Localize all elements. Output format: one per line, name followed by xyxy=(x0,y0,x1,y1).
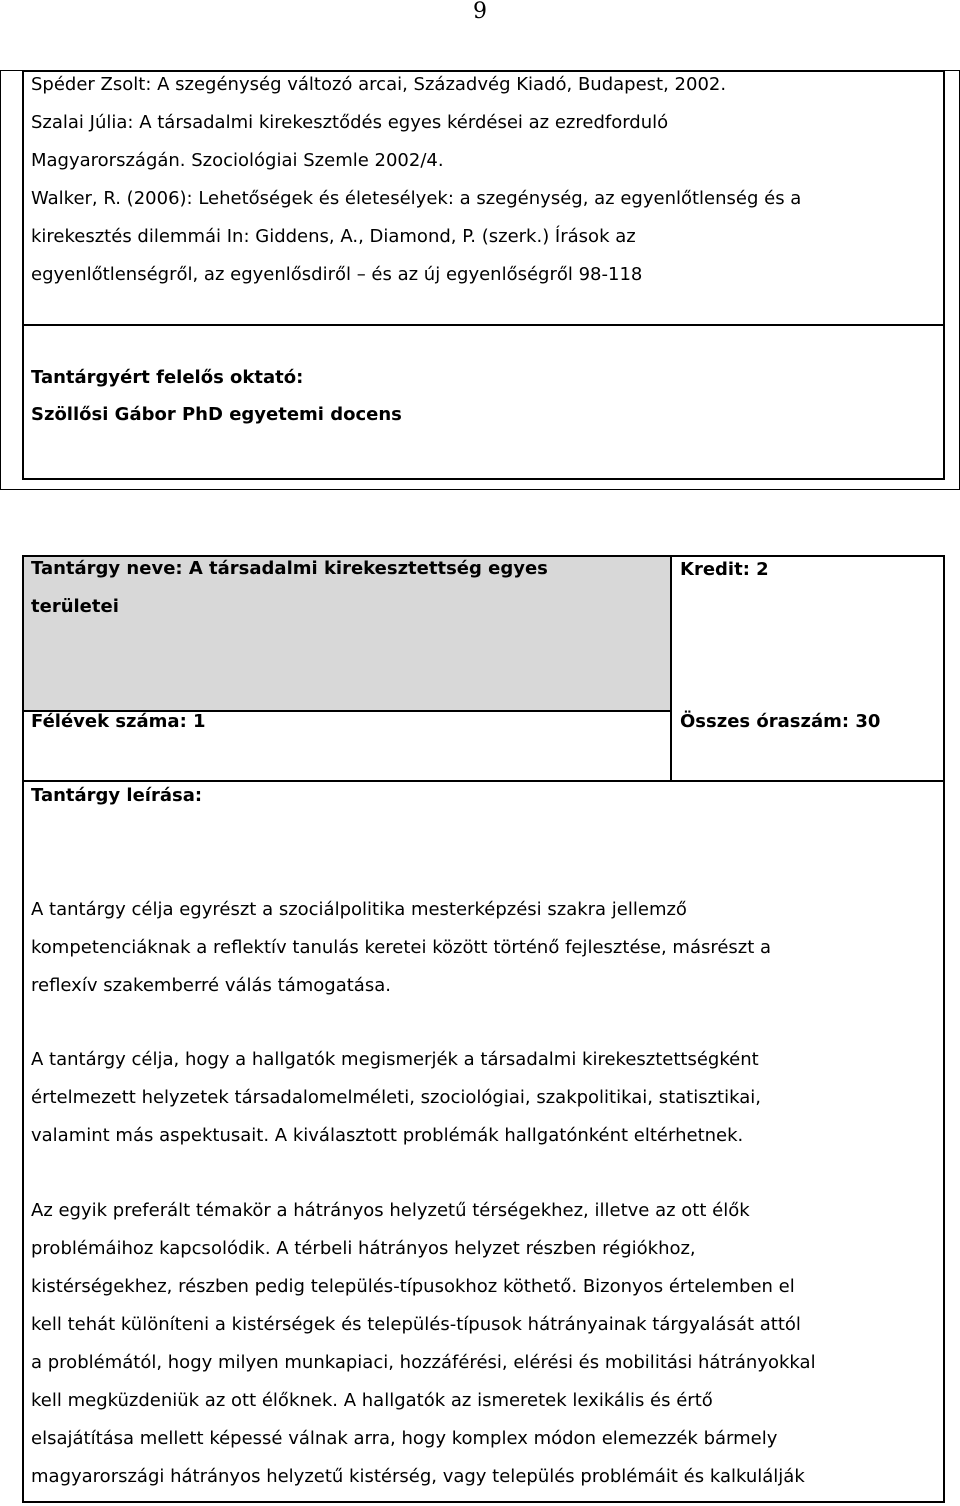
paragraph-line: kell tehát különíteni a kistérségek és település-típusok hátrányainak tárgyalását attól xyxy=(31,1314,801,1335)
semesters-value: Félévek száma: 1 xyxy=(31,711,206,732)
references-list xyxy=(31,66,801,294)
description-label: Tantárgy leírása: xyxy=(31,785,203,806)
paragraph-line: értelmezett helyzetek társadalomelméleti, szociológiai, szakpolitikai, statisztikai, xyxy=(31,1087,761,1108)
paragraph-line: A tantárgy célja, hogy a hallgatók megismerjék a társadalmi kirekesztettségként xyxy=(31,1049,759,1070)
description-paragraph-3 xyxy=(31,1192,816,1496)
description-paragraph-2 xyxy=(31,1041,761,1155)
instructor-box xyxy=(22,324,945,480)
paragraph-line: elsajátítása mellett képessé válnak arra, hogy komplex módon elemezzék bármely xyxy=(31,1428,778,1449)
paragraph-line: kistérségekhez, részben pedig település-típusokhoz köthető. Bizonyos értelemben el xyxy=(31,1276,795,1297)
credit-cell xyxy=(670,555,945,782)
paragraph-line: reflexív szakemberré válás támogatása. xyxy=(31,975,391,996)
paragraph-line: A tantárgy célja egyrészt a szociálpolitika mesterképzési szakra jellemző xyxy=(31,899,687,920)
instructor-label: Tantárgyért felelős oktató: xyxy=(31,367,304,388)
reference-line: Szalai Júlia: A társadalmi kirekesztődés egyes kérdései az ezredforduló xyxy=(31,112,669,133)
paragraph-line: valamint más aspektusait. A kiválasztott problémák hallgatónként eltérhetnek. xyxy=(31,1125,744,1146)
reference-line: Spéder Zsolt: A szegénység változó arcai, Századvég Kiadó, Budapest, 2002. xyxy=(31,74,727,95)
instructor-name: Szöllősi Gábor PhD egyetemi docens xyxy=(31,404,402,425)
paragraph-line: Az egyik preferált témakör a hátrányos helyzetű térségekhez, illetve az ott élők xyxy=(31,1200,750,1221)
total-hours-value: Összes óraszám: 30 xyxy=(680,711,881,732)
reference-line: egyenlőtlenségről, az egyenlősdiről – és az új egyenlőségről 98-118 xyxy=(31,264,643,285)
description-paragraph-1 xyxy=(31,891,771,1005)
reference-line: kirekesztés dilemmái In: Giddens, A., Diamond, P. (szerk.) Írások az xyxy=(31,226,636,247)
page-number: 9 xyxy=(473,0,487,24)
paragraph-line: magyarországi hátrányos helyzetű kistérség, vagy település problémáit és kalkulálják xyxy=(31,1466,805,1487)
reference-line: Magyarországán. Szociológiai Szemle 2002/4. xyxy=(31,150,444,171)
paragraph-line: problémáihoz kapcsolódik. A térbeli hátrányos helyzet részben régiókhoz, xyxy=(31,1238,696,1259)
paragraph-line: a problémától, hogy milyen munkapiaci, hozzáférési, elérési és mobilitási hátrányokkal xyxy=(31,1352,816,1373)
paragraph-line: kompetenciáknak a reflektív tanulás keretei között történő fejlesztése, másrészt a xyxy=(31,937,772,958)
credit-value: Kredit: 2 xyxy=(680,559,769,580)
paragraph-line: kell megküzdeniük az ott élőknek. A hallgatók az ismeretek lexikális és értő xyxy=(31,1390,713,1411)
reference-line: Walker, R. (2006): Lehetőségek és életesélyek: a szegénység, az egyenlőtlenség és a xyxy=(31,188,802,209)
course-name-line1: Tantárgy neve: A társadalmi kirekesztettség egyes xyxy=(31,558,548,579)
course-name-line2: területei xyxy=(31,596,119,617)
